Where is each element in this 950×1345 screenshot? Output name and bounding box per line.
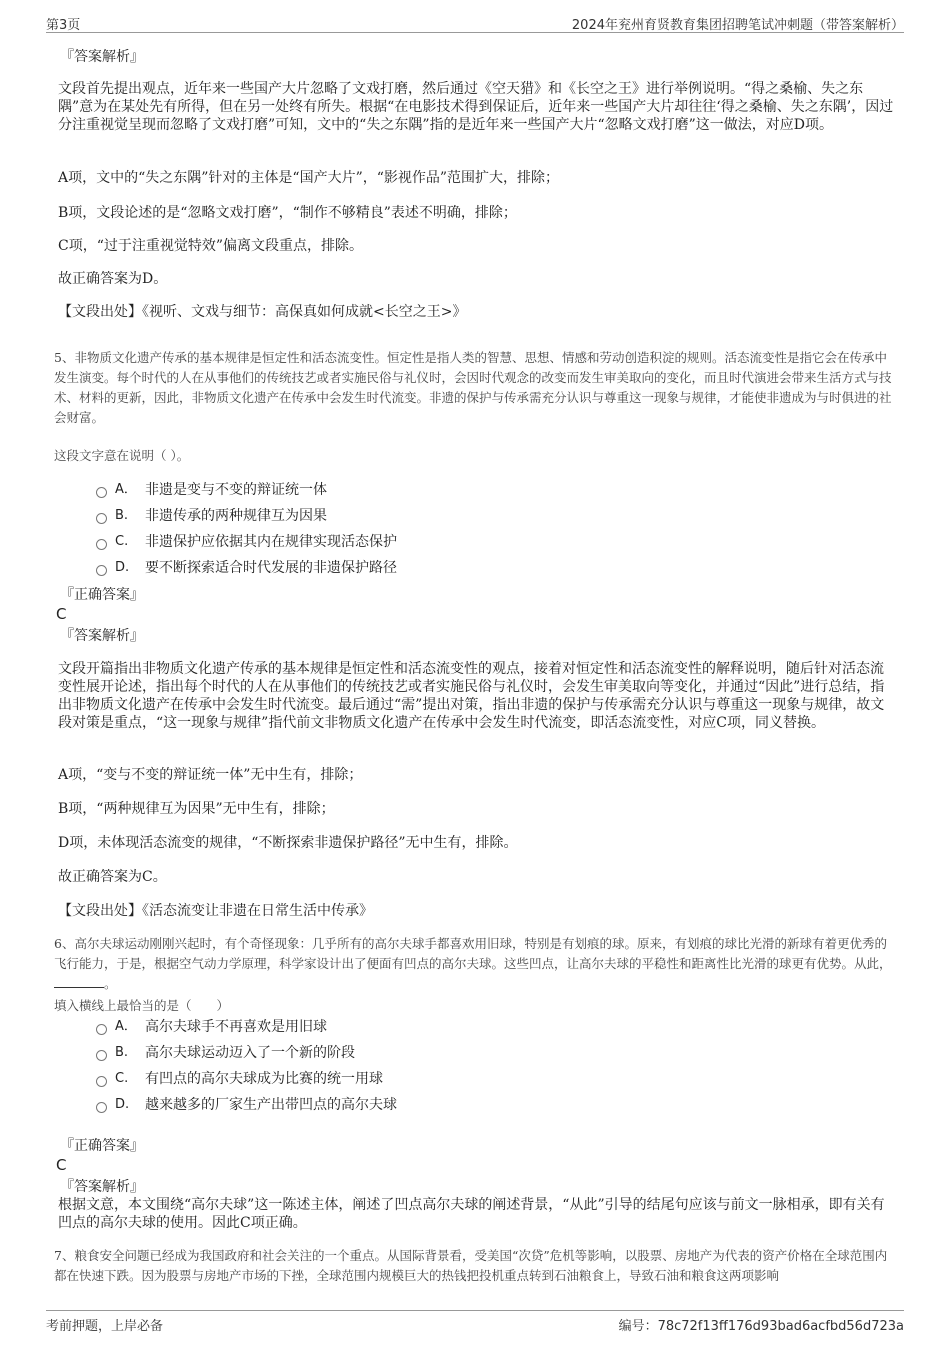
q6-stem — [54, 934, 896, 994]
q5-correct-label: 『正确答案』 — [60, 587, 144, 603]
q5-option-a-explanation: A项，“变与不变的辩证统一体”无中生有，排除； — [58, 767, 363, 783]
q6-correct-label: 『正确答案』 — [60, 1138, 144, 1154]
document-title: 2024年兖州育贤教育集团招聘笔试冲刺题（带答案解析） — [571, 18, 904, 33]
q5-option-a[interactable] — [96, 480, 327, 500]
radio-icon[interactable] — [96, 1102, 107, 1113]
option-letter: D. — [115, 1097, 130, 1112]
radio-icon[interactable] — [96, 1050, 107, 1061]
option-letter: B. — [115, 1045, 129, 1060]
fill-blank — [54, 975, 104, 988]
radio-icon[interactable] — [96, 1024, 107, 1035]
option-text: 要不断探索适合时代发展的非遗保护路径 — [145, 560, 397, 576]
q5-option-b[interactable] — [96, 506, 327, 526]
option-text: 高尔夫球手不再喜欢是用旧球 — [145, 1019, 327, 1035]
option-text: 非遗是变与不变的辩证统一体 — [145, 482, 327, 498]
q4-source: 【文段出处】《视听、文戏与细节：高保真如何成就<长空之王>》 — [58, 304, 467, 320]
option-letter: A． — [115, 1019, 137, 1034]
option-letter: C. — [115, 534, 129, 549]
option-letter: A． — [115, 482, 137, 497]
q5-conclusion: 故正确答案为C。 — [58, 869, 167, 885]
q6-option-a[interactable] — [96, 1017, 327, 1037]
q5-question: 这段文字意在说明（ ）。 — [54, 448, 190, 463]
q5-option-d[interactable] — [96, 558, 397, 578]
option-text: 有凹点的高尔夫球成为比赛的统一用球 — [145, 1071, 383, 1087]
q6-analysis-label: 『答案解析』 — [60, 1179, 144, 1195]
q5-option-b-explanation: B项，“两种规律互为因果”无中生有，排除； — [58, 801, 335, 817]
q6-analysis-text: 根据文意，本文围绕“高尔夫球”这一陈述主体，阐述了凹点高尔夫球的阐述背景，“从此”引导的结尾句应该与前文一脉相承，即有关有凹点的高尔夫球的使用。因此C项正确。 — [58, 1197, 885, 1231]
footer-slogan: 考前押题，上岸必备 — [46, 1319, 164, 1334]
q5-analysis-label: 『答案解析』 — [60, 628, 144, 644]
q4-option-c-explanation: C项，“过于注重视觉特效”偏离文段重点，排除。 — [58, 238, 364, 254]
q6-stem-end: 。 — [104, 976, 117, 991]
q5-option-d-explanation: D项，未体现活态流变的规律，“不断探索非遗保护路径”无中生有，排除。 — [58, 835, 518, 851]
q4-option-b-explanation: B项，文段论述的是“忽略文戏打磨”，“制作不够精良”表述不明确，排除； — [58, 205, 517, 221]
option-text: 非遗保护应依据其内在规律实现活态保护 — [145, 534, 397, 550]
q5-option-c[interactable] — [96, 532, 397, 552]
option-text: 越来越多的厂家生产出带凹点的高尔夫球 — [145, 1097, 397, 1113]
document-code: 编号：78c72f13ff176d93bad6acfbd56d723a — [618, 1319, 904, 1334]
q6-option-d[interactable] — [96, 1095, 397, 1115]
radio-icon[interactable] — [96, 539, 107, 550]
radio-icon[interactable] — [96, 1076, 107, 1087]
q4-conclusion: 故正确答案为D。 — [58, 271, 168, 287]
option-letter: D. — [115, 560, 130, 575]
q4-analysis-text: 文段首先提出观点，近年来一些国产大片忽略了文戏打磨，然后通过《空天猎》和《长空之王》进行举例说明。“得之桑榆、失之东隅”意为在某处先有所得，但在另一处终有所失。根据“在电影技术得到保证后，近年来一些国产大片却往往‘得之桑榆、失之东隅’，因过分注重视觉呈现而忽略了文戏打磨”可知，文中的“失之东隅”指的是近年来一些国产大片“忽略文戏打磨”这一做法，对应D项。 — [58, 81, 894, 133]
q5-source: 【文段出处】《活态流变让非遗在日常生活中传承》 — [58, 903, 373, 919]
q4-option-a-explanation: A项，文中的“失之东隅”针对的主体是“国产大片”，“影视作品”范围扩大，排除； — [58, 170, 560, 186]
radio-icon[interactable] — [96, 565, 107, 576]
option-text: 非遗传承的两种规律互为因果 — [145, 508, 327, 524]
q6-option-b[interactable] — [96, 1043, 355, 1063]
q6-question: 填入横线上最恰当的是（ ） — [54, 998, 230, 1013]
q5-answer: C — [56, 605, 67, 623]
option-letter: C. — [115, 1071, 129, 1086]
q6-answer: C — [56, 1156, 67, 1174]
q7-stem: 7、粮食安全问题已经成为我国政府和社会关注的一个重点。从国际背景看，受美国“次贷”危机等影响，以股票、房地产为代表的资产价格在全球范围内都在快速下跌。因为股票与房地产市场的下挫，全球范围内规模巨大的热钱把投机重点转到石油粮食上，导致石油和粮食这两项影响 — [54, 1248, 888, 1283]
q4-analysis-label: 『答案解析』 — [60, 49, 144, 65]
page-header — [46, 12, 904, 33]
radio-icon[interactable] — [96, 513, 107, 524]
option-letter: B. — [115, 508, 129, 523]
option-text: 高尔夫球运动迈入了一个新的阶段 — [145, 1045, 355, 1061]
q5-analysis-text: 文段开篇指出非物质文化遗产传承的基本规律是恒定性和活态流变性的观点，接着对恒定性和活态流变性的解释说明，随后针对活态流变性展开论述，指出每个时代的人在从事他们的传统技艺或者实施民俗与礼仪时，会发生审美取向等变化，并通过“因此”进行总结，指出非物质文化遗产在传承中会发生时代流变。最后通过“需”提出对策，指出非遗的保护与传承需充分认识与尊重这一现象与规律，故文段对策是重点，“这一现象与规律”指代前文非物质文化遗产在传承中会发生时代流变，即活态流变性，对应C项，同义替换。 — [58, 661, 885, 731]
page-number: 第3页 — [46, 18, 81, 33]
q5-stem: 5、非物质文化遗产传承的基本规律是恒定性和活态流变性。恒定性是指人类的智慧、思想、情感和劳动创造积淀的规则。活态流变性是指它会在传承中发生演变。每个时代的人在从事他们的传统技艺或者实施民俗与礼仪时，会因时代观念的改变而发生审美取向的变化，而且时代演进会带来生活方式与技术、材料的更新，因此，非物质文化遗产在传承中会发生时代流变。非遗的保护与传承需充分认识与尊重这一现象与规律，才能使非遗成为与时俱进的社会财富。 — [54, 350, 892, 425]
q6-option-c[interactable] — [96, 1069, 383, 1089]
radio-icon[interactable] — [96, 487, 107, 498]
q6-stem-text: 6、高尔夫球运动刚刚兴起时，有个奇怪现象：几乎所有的高尔夫球手都喜欢用旧球，特别是有划痕的球。原来，有划痕的球比光滑的新球有着更优秀的飞行能力，于是，根据空气动力学原理，科学家设计出了便面有凹点的高尔夫球。这些凹点，让高尔夫球的平稳性和距离性比光滑的球更有优势。从此， — [54, 936, 892, 971]
page-footer — [46, 1310, 904, 1333]
